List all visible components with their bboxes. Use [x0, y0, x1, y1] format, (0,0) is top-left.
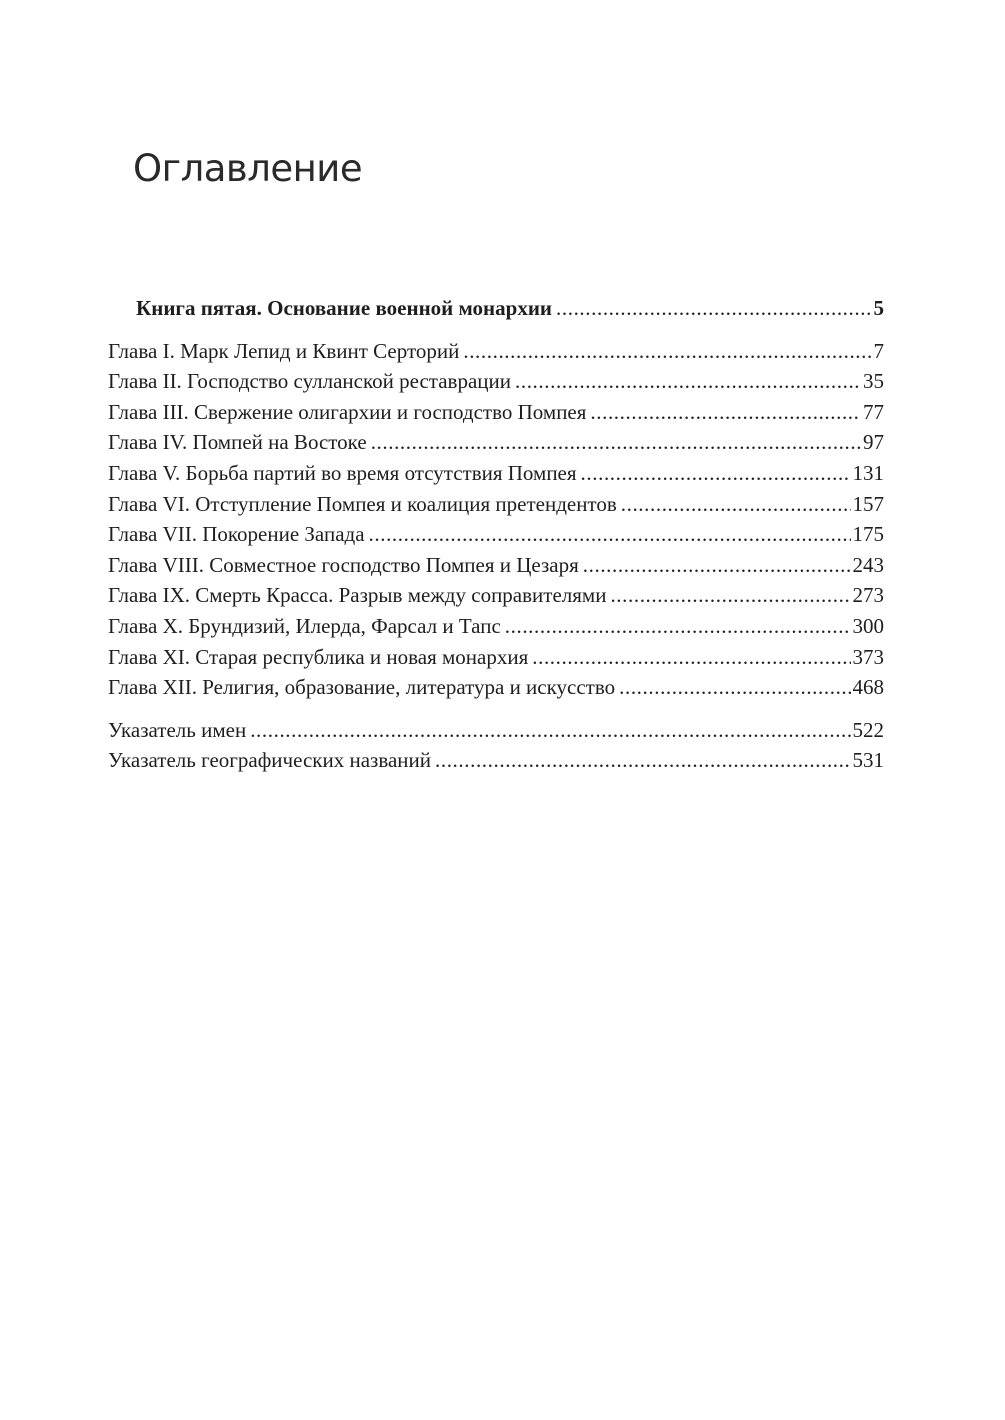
toc-entry-title: Глава V. Борьба партий во время отсутствия Помпея — [108, 460, 577, 485]
table-of-contents — [108, 293, 884, 776]
toc-entry-title: Глава X. Брундизий, Илерда, Фарсал и Тапс — [108, 613, 501, 638]
toc-entry-title: Указатель географических названий — [108, 748, 431, 773]
dot-leader — [505, 611, 851, 642]
toc-entry-index-geography[interactable] — [108, 745, 884, 776]
dot-leader — [463, 336, 871, 367]
toc-entry-page: 131 — [852, 460, 884, 485]
toc-entry-title: Глава VI. Отступление Помпея и коалиция претендентов — [108, 491, 617, 516]
toc-entry-chapter-11[interactable] — [108, 642, 884, 673]
dot-leader — [532, 642, 850, 673]
toc-entry-page: 5 — [873, 296, 884, 320]
toc-entry-title: Глава IX. Смерть Красса. Разрыв между соправителями — [108, 583, 607, 608]
toc-entry-chapter-5[interactable] — [108, 458, 884, 489]
toc-entry-page: 77 — [863, 399, 884, 424]
toc-entry-book[interactable] — [108, 293, 884, 324]
toc-entry-page: 175 — [852, 522, 884, 547]
toc-entry-title: Глава VII. Покорение Запада — [108, 522, 365, 547]
toc-entry-page: 468 — [852, 675, 884, 700]
toc-entry-title: Глава IV. Помпей на Востоке — [108, 430, 367, 455]
toc-entry-chapter-2[interactable] — [108, 366, 884, 397]
page-title: Оглавление — [133, 147, 363, 190]
toc-entry-page: 35 — [863, 369, 884, 394]
toc-entry-page: 300 — [852, 613, 884, 638]
toc-entry-chapter-6[interactable] — [108, 489, 884, 520]
dot-leader — [250, 715, 850, 746]
toc-entry-page: 7 — [873, 338, 884, 363]
dot-leader — [371, 427, 861, 458]
dot-leader — [621, 489, 851, 520]
toc-entry-page: 373 — [852, 644, 884, 669]
dot-leader — [369, 519, 851, 550]
dot-leader — [583, 550, 851, 581]
dot-leader — [610, 580, 850, 611]
toc-entry-chapter-1[interactable] — [108, 336, 884, 367]
dot-leader — [435, 745, 851, 776]
toc-entry-title: Глава XII. Религия, образование, литература и искусство — [108, 675, 616, 700]
toc-entry-page: 157 — [852, 491, 884, 516]
toc-entry-page: 243 — [852, 552, 884, 577]
dot-leader — [581, 458, 851, 489]
toc-entry-title: Глава XI. Старая республика и новая монархия — [108, 644, 529, 669]
toc-entry-title: Указатель имен — [108, 717, 247, 742]
toc-entry-chapter-9[interactable] — [108, 580, 884, 611]
dot-leader — [590, 397, 861, 428]
toc-entry-index-names[interactable] — [108, 715, 884, 746]
dot-leader — [515, 366, 861, 397]
toc-entry-title: Глава VIII. Совместное господство Помпея и Цезаря — [108, 552, 579, 577]
toc-entry-title: Глава III. Свержение олигархии и господство Помпея — [108, 399, 587, 424]
toc-entry-chapter-12[interactable] — [108, 672, 884, 703]
toc-entry-title: Глава II. Господство сулланской реставрации — [108, 369, 511, 394]
dot-leader — [619, 672, 850, 703]
toc-entry-page: 522 — [852, 717, 884, 742]
toc-entry-page: 273 — [852, 583, 884, 608]
toc-entry-chapter-4[interactable] — [108, 427, 884, 458]
toc-entry-title: Книга пятая. Основание военной монархии — [136, 296, 553, 320]
toc-entry-chapter-3[interactable] — [108, 397, 884, 428]
toc-entry-chapter-7[interactable] — [108, 519, 884, 550]
toc-entry-page: 97 — [863, 430, 884, 455]
dot-leader — [556, 293, 871, 324]
toc-entry-page: 531 — [852, 748, 884, 773]
toc-entry-chapter-10[interactable] — [108, 611, 884, 642]
toc-entry-title: Глава I. Марк Лепид и Квинт Серторий — [108, 338, 460, 363]
toc-entry-chapter-8[interactable] — [108, 550, 884, 581]
